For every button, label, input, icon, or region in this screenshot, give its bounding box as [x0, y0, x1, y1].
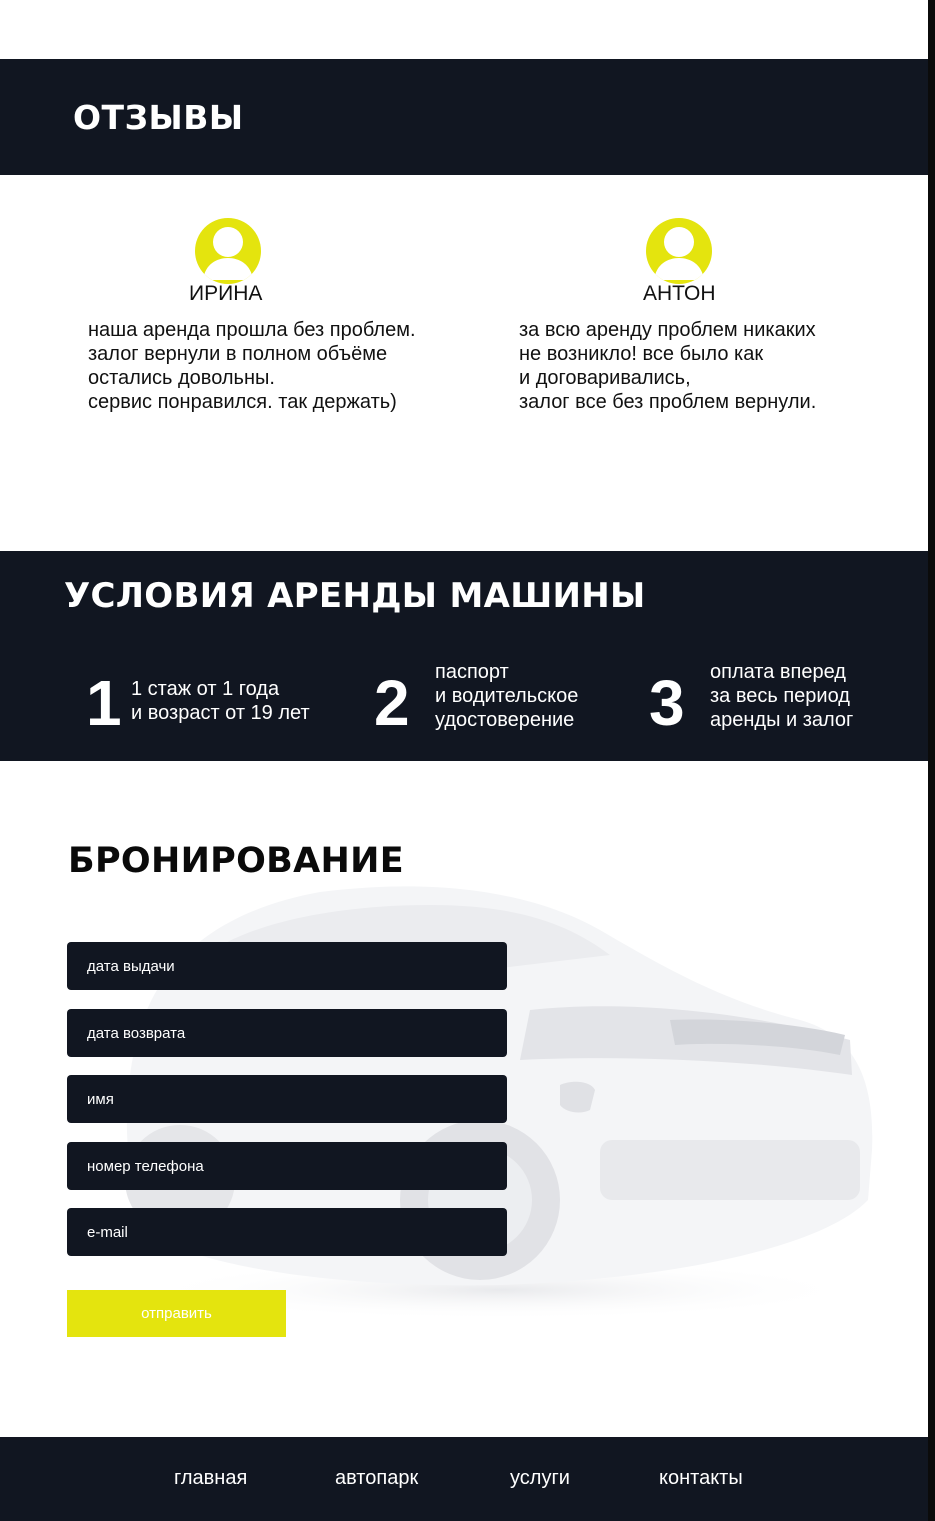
nav-link-fleet[interactable]: автопарк — [335, 1467, 419, 1489]
return-date-field[interactable] — [67, 1009, 507, 1057]
issue-date-field[interactable] — [67, 942, 507, 990]
condition-number: 2 — [374, 667, 410, 739]
phone-field[interactable] — [67, 1142, 507, 1190]
condition-text: оплата вперед за весь период аренды и залог — [710, 661, 854, 731]
review-text: за всю аренду проблем никаких не возникло! все было как и договаривались, залог все без проблем вернули. — [519, 319, 817, 413]
name-field[interactable] — [67, 1075, 507, 1123]
condition-text: 1 стаж от 1 года и возраст от 19 лет — [131, 678, 310, 724]
condition-number: 3 — [649, 667, 685, 739]
review-author: ИРИНА — [189, 282, 263, 305]
reviews-title: ОТЗЫВЫ — [73, 98, 244, 137]
conditions-title: УСЛОВИЯ АРЕНДЫ МАШИНЫ — [64, 576, 646, 616]
footer — [0, 1437, 928, 1521]
nav-link-contacts[interactable]: контакты — [659, 1467, 743, 1489]
review-author: АНТОН — [643, 282, 716, 305]
user-avatar-icon — [646, 218, 712, 284]
user-avatar-icon — [195, 218, 261, 284]
submit-button[interactable]: отправить — [67, 1290, 286, 1337]
condition-text: паспорт и водительское удостоверение — [435, 661, 579, 731]
email-field[interactable] — [67, 1208, 507, 1256]
nav-link-home[interactable]: главная — [174, 1467, 248, 1489]
review-text: наша аренда прошла без проблем. залог вернули в полном объёме остались довольны. сервис понравился. так держать) — [88, 319, 416, 413]
condition-number: 1 — [86, 667, 122, 739]
booking-title: БРОНИРОВАНИЕ — [68, 841, 404, 881]
right-edge-border — [928, 0, 935, 1521]
nav-link-services[interactable]: услуги — [510, 1467, 570, 1489]
